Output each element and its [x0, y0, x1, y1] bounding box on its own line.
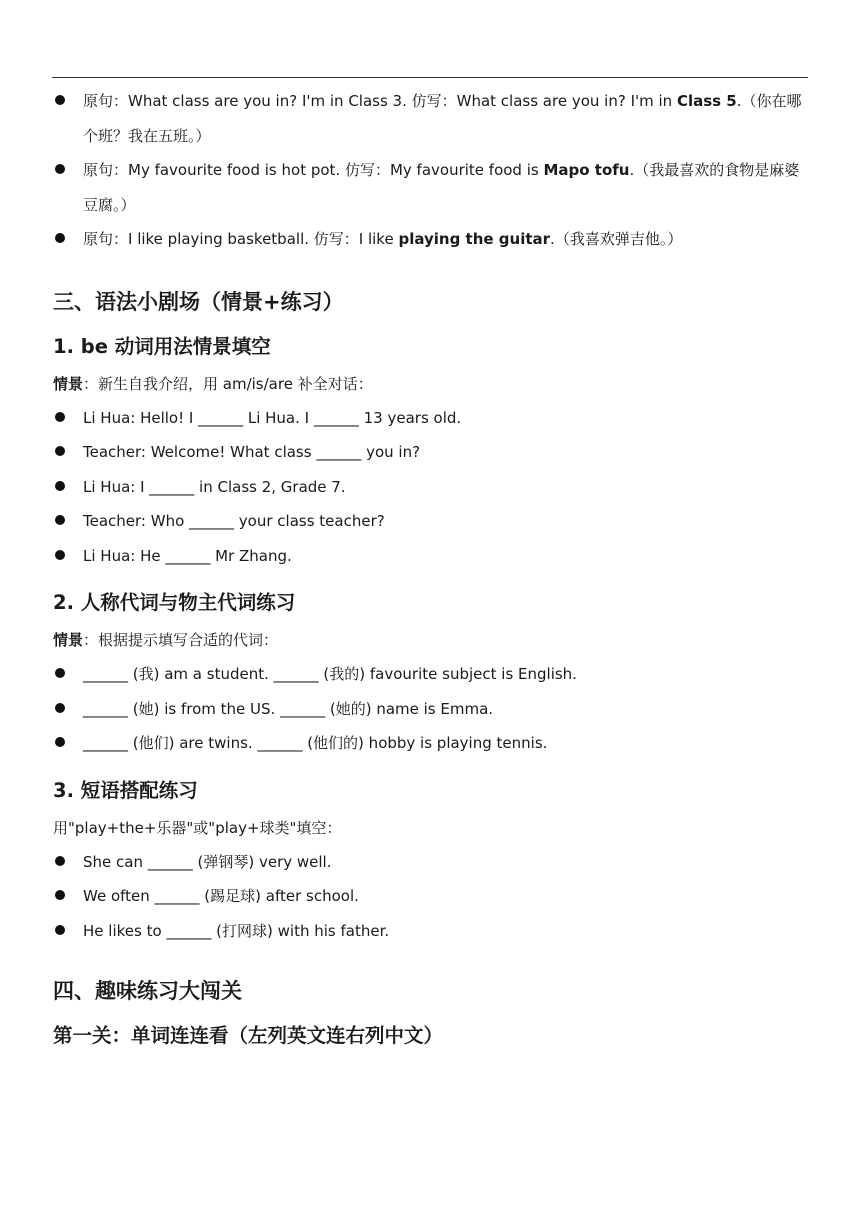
- list-item: She can ______ (弹钢琴) very well.: [53, 845, 809, 880]
- list-item: Li Hua: Hello! I ______ Li Hua. I ______ 13 years old.: [53, 401, 809, 436]
- bullet-icon: [55, 446, 65, 456]
- list-item: 原句：My favourite food is hot pot. 仿写：My favourite food is Mapo tofu.（我最喜欢的食物是麻婆豆腐。）: [53, 153, 809, 222]
- section3-heading: 三、语法小剧场（情景+练习）: [53, 289, 344, 314]
- list-item: Teacher: Welcome! What class ______ you in?: [53, 435, 809, 470]
- bullet-icon: [55, 412, 65, 422]
- bullet-icon: [55, 925, 65, 935]
- sub2-scene: 情景：根据提示填写合适的代词：: [53, 631, 279, 649]
- bullet-icon: [55, 481, 65, 491]
- level1-heading: 第一关：单词连连看（左列英文连右列中文）: [53, 1024, 444, 1047]
- list-item: ______ (她) is from the US. ______ (她的) name is Emma.: [53, 692, 809, 727]
- list-item: Teacher: Who ______ your class teacher?: [53, 504, 809, 539]
- sub2-heading: 2. 人称代词与物主代词练习: [53, 591, 296, 614]
- list-item: 原句：What class are you in? I'm in Class 3. 仿写：What class are you in? I'm in Class 5.（你在哪个班？我在五班。）: [53, 84, 809, 153]
- bullet-icon: [55, 737, 65, 747]
- bullet-icon: [55, 515, 65, 525]
- bullet-icon: [55, 164, 65, 174]
- rewrite-examples-list: [53, 84, 809, 257]
- section4-heading: 四、趣味练习大闯关: [53, 979, 242, 1003]
- list-item: We often ______ (踢足球) after school.: [53, 879, 809, 914]
- sub1-heading: 1. be 动词用法情景填空: [53, 334, 271, 358]
- bullet-icon: [55, 233, 65, 243]
- bullet-icon: [55, 890, 65, 900]
- sub3-list: [53, 845, 809, 949]
- bullet-icon: [55, 856, 65, 866]
- document-page: [53, 84, 809, 1050]
- header-rule: [52, 77, 808, 78]
- bullet-icon: [55, 550, 65, 560]
- sub1-scene: 情景：新生自我介绍，用 am/is/are 补全对话：: [53, 374, 373, 393]
- bullet-icon: [55, 703, 65, 713]
- list-item: ______ (他们) are twins. ______ (他们的) hobby is playing tennis.: [53, 726, 809, 761]
- bullet-icon: [55, 668, 65, 678]
- list-item: Li Hua: I ______ in Class 2, Grade 7.: [53, 470, 809, 505]
- sub1-list: [53, 401, 809, 574]
- sub2-list: [53, 657, 809, 761]
- list-item: ______ (我) am a student. ______ (我的) favourite subject is English.: [53, 657, 809, 692]
- sub3-intro: 用"play+the+乐器"或"play+球类"填空：: [53, 818, 342, 837]
- list-item: He likes to ______ (打网球) with his father.: [53, 914, 809, 949]
- bullet-icon: [55, 95, 65, 105]
- sub3-heading: 3. 短语搭配练习: [53, 778, 198, 802]
- list-item: Li Hua: He ______ Mr Zhang.: [53, 539, 809, 574]
- list-item: 原句：I like playing basketball. 仿写：I like playing the guitar.（我喜欢弹吉他。）: [53, 222, 809, 257]
